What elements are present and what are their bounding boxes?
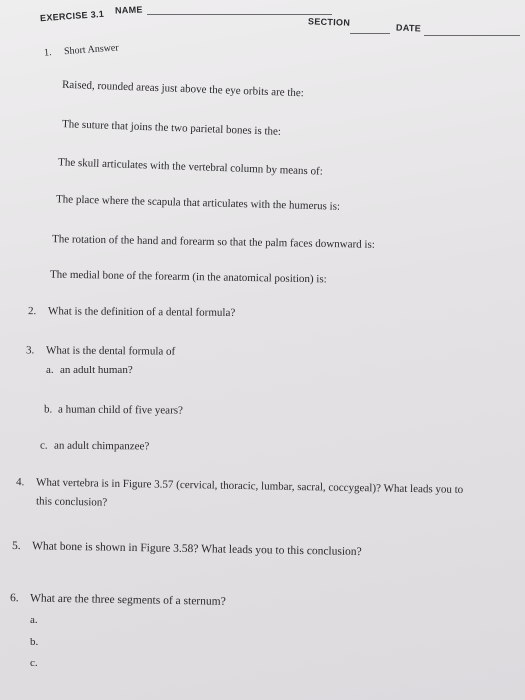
question-3c-text: an adult chimpanzee? <box>53 439 150 453</box>
exercise-label: EXERCISE 3.1 <box>39 8 105 24</box>
question-3c-letter: c. <box>39 439 48 452</box>
question-1-item-2: The suture that joins the two parietal bones is the: <box>61 118 282 138</box>
question-4 <box>16 476 463 496</box>
question-6-text: What are the three segments of a sternum? <box>29 592 226 608</box>
question-1-title: Short Answer <box>63 42 120 58</box>
question-3b-text: a human child of five years? <box>57 403 183 417</box>
question-6 <box>10 592 226 608</box>
question-1-item-1: Raised, rounded areas just above the eye orbits are the: <box>61 78 305 100</box>
question-1-heading <box>44 42 119 58</box>
question-6-number: 6. <box>9 592 19 605</box>
section-line <box>350 33 390 34</box>
question-5 <box>12 540 362 558</box>
question-2-text: What is the definition of a dental formula? <box>47 305 236 319</box>
date-line <box>424 35 520 36</box>
question-1-item-5: The rotation of the hand and forearm so that the palm faces downward is: <box>51 233 375 251</box>
question-3 <box>26 344 175 357</box>
question-4-text-line-2: this conclusion? <box>35 495 108 509</box>
question-6-part-a: a. <box>30 614 38 626</box>
question-6-part-c: c. <box>30 657 38 669</box>
question-1-number: 1. <box>43 47 52 59</box>
question-3b-letter: b. <box>43 403 53 416</box>
question-3a-text: an adult human? <box>60 364 133 376</box>
question-1-item-3: The skull articulates with the vertebral column by means of: <box>57 156 323 178</box>
question-2 <box>28 305 235 319</box>
date-label: DATE <box>395 22 422 34</box>
name-line <box>147 14 332 15</box>
question-1-item-4: The place where the scapula that articulates with the humerus is: <box>55 193 341 213</box>
question-2-number: 2. <box>27 305 37 318</box>
question-1-item-6: The medial bone of the forearm (in the anatomical position) is: <box>49 268 327 286</box>
question-4-number: 4. <box>15 476 25 489</box>
question-3-part-a <box>46 364 133 376</box>
question-5-number: 5. <box>11 539 21 553</box>
name-label: NAME <box>114 4 143 16</box>
question-4-text-line-1: What vertebra is in Figure 3.57 (cervical, thoracic, lumbar, sacral, coccygeal)? What leads you to <box>35 476 464 496</box>
question-3-text: What is the dental formula of <box>45 344 176 358</box>
section-label: SECTION <box>307 16 351 28</box>
question-3-part-b <box>44 403 183 416</box>
question-3-number: 3. <box>25 344 35 357</box>
question-6-part-b: b. <box>30 636 39 648</box>
question-3-part-c <box>40 440 149 453</box>
question-5-text: What bone is shown in Figure 3.58? What leads you to this conclusion? <box>31 540 362 559</box>
question-3a-letter: a. <box>46 364 54 376</box>
